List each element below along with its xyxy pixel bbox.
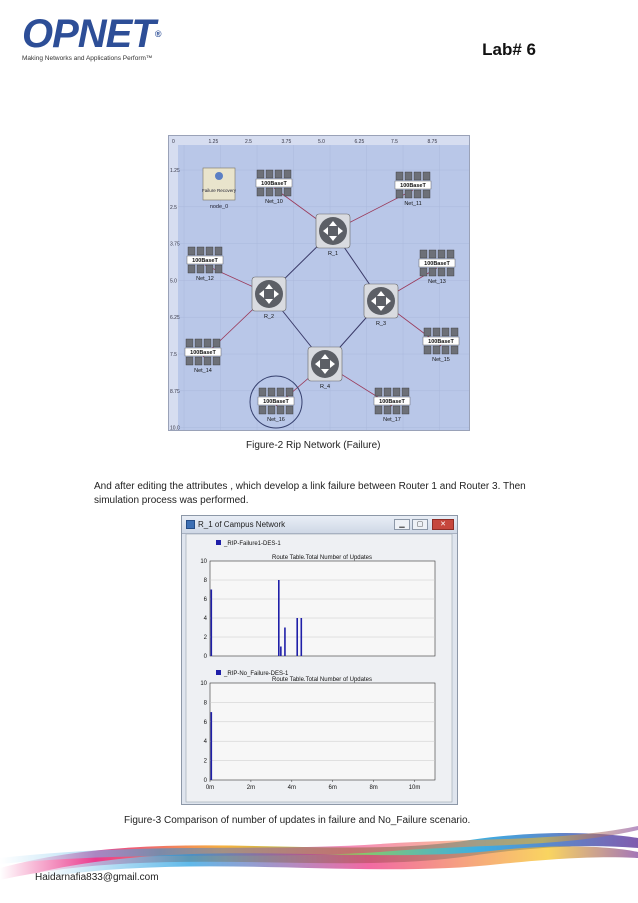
- lan-pc-bottom: [275, 188, 282, 196]
- network-figure: [168, 135, 470, 431]
- lan-pc-bottom: [402, 406, 409, 414]
- figure-2-caption: Figure-2 Rip Network (Failure): [246, 440, 381, 451]
- lan-pc-top: [275, 170, 282, 178]
- y-tick-label: 6: [203, 597, 207, 603]
- lab-label: Lab# 6: [482, 40, 536, 59]
- x-ruler-tick: 3.75: [281, 139, 292, 145]
- lan-pc-bottom: [204, 357, 211, 365]
- legend-swatch: [216, 670, 221, 675]
- y-tick-label: 0: [203, 654, 207, 660]
- lan-label: 100BaseT: [190, 350, 216, 356]
- node-0-icon: [215, 172, 223, 180]
- x-tick-label: 8m: [369, 785, 378, 791]
- x-ruler-tick: 8.75: [427, 139, 438, 145]
- y-tick-label: 0: [203, 778, 207, 784]
- lan-label: 100BaseT: [261, 181, 287, 187]
- lan-pc-bottom: [447, 268, 454, 276]
- net-label: Net_17: [383, 417, 401, 423]
- lan-pc-bottom: [284, 188, 291, 196]
- lan-label: 100BaseT: [192, 258, 218, 264]
- lan-pc-bottom: [268, 406, 275, 414]
- x-tick-label: 10m: [408, 785, 421, 791]
- lan-pc-bottom: [286, 406, 293, 414]
- lan-pc-bottom: [424, 346, 431, 354]
- lan-pc-top: [405, 172, 412, 180]
- maximize-button[interactable]: ▢: [412, 519, 428, 530]
- lan-pc-bottom: [215, 265, 222, 273]
- window-title: R_1 of Campus Network: [198, 520, 286, 529]
- lan-pc-bottom: [396, 190, 403, 198]
- x-tick-label: 0m: [205, 785, 215, 791]
- opnet-logo: [22, 14, 192, 64]
- lan-node: [256, 170, 292, 205]
- lan-pc-top: [195, 339, 202, 347]
- y-ruler-tick: 8.75: [170, 388, 180, 395]
- lan-pc-bottom: [414, 190, 421, 198]
- data-bar: [280, 647, 282, 657]
- y-tick-label: 2: [203, 758, 207, 765]
- x-ruler-tick: 7.5: [391, 139, 398, 145]
- net-label: Net_11: [404, 201, 422, 207]
- lan-pc-bottom: [442, 346, 449, 354]
- x-ruler-tick: 6.25: [354, 139, 365, 145]
- router-node: [364, 284, 398, 327]
- lan-pc-top: [423, 172, 430, 180]
- lan-pc-top: [442, 328, 449, 336]
- chart-title: Route Table.Total Number of Updates: [272, 555, 372, 561]
- window-titlebar: [182, 516, 457, 534]
- plot-area: [210, 683, 435, 780]
- lan-node: [187, 247, 223, 282]
- router-label: R_4: [319, 384, 331, 390]
- lan-pc-bottom: [451, 346, 458, 354]
- y-ruler-tick: 5.0: [170, 278, 177, 285]
- legend-label: _RIP-Failure1-DES-1: [224, 541, 281, 547]
- lan-pc-bottom: [423, 190, 430, 198]
- data-bar: [278, 580, 280, 656]
- lan-pc-top: [284, 170, 291, 178]
- legend-label: _RIP-No_Failure-DES-1: [224, 671, 289, 677]
- lan-pc-top: [414, 172, 421, 180]
- y-tick-label: 4: [203, 739, 207, 746]
- data-bar: [301, 618, 303, 656]
- lan-pc-top: [420, 250, 427, 258]
- lan-pc-top: [268, 388, 275, 396]
- lan-pc-bottom: [195, 357, 202, 365]
- lan-pc-bottom: [433, 346, 440, 354]
- lan-pc-bottom: [384, 406, 391, 414]
- lan-pc-top: [384, 388, 391, 396]
- logo-tagline: Making Networks and Applications Perform™: [22, 55, 153, 62]
- lan-pc-top: [433, 328, 440, 336]
- lan-pc-top: [424, 328, 431, 336]
- lan-label: 100BaseT: [428, 339, 454, 345]
- lan-pc-bottom: [429, 268, 436, 276]
- data-bar: [211, 590, 213, 657]
- lan-node: [419, 250, 455, 285]
- lan-pc-bottom: [206, 265, 213, 273]
- x-tick-label: 4m: [287, 785, 296, 791]
- lan-pc-bottom: [266, 188, 273, 196]
- lan-pc-top: [213, 339, 220, 347]
- network-diagram: [169, 136, 470, 431]
- y-tick-label: 8: [203, 700, 207, 707]
- logo-registered: ®: [154, 29, 161, 39]
- y-ruler-tick: 7.5: [170, 352, 177, 358]
- lan-pc-top: [186, 339, 193, 347]
- minimize-button[interactable]: ▁: [394, 519, 410, 530]
- lan-pc-top: [375, 388, 382, 396]
- net-label: Net_16: [267, 417, 285, 423]
- node-0-text: Failure Recovery: [201, 188, 237, 193]
- lan-pc-bottom: [188, 265, 195, 273]
- plot-area: [210, 561, 435, 656]
- body-paragraph: And after editing the attributes , which develop a link failure between Router 1 and Router 3. Then simulation process was performed.: [94, 481, 526, 506]
- figure-3-caption: Figure-3 Comparison of number of updates in failure and No_Failure scenario.: [124, 815, 471, 826]
- data-bar: [296, 618, 298, 656]
- lan-pc-top: [215, 247, 222, 255]
- y-ruler-tick: 1.25: [170, 168, 180, 174]
- lan-label: 100BaseT: [400, 183, 426, 189]
- data-bar: [211, 712, 213, 780]
- lan-pc-top: [396, 172, 403, 180]
- lan-node: [395, 172, 431, 207]
- y-tick-label: 10: [200, 681, 207, 687]
- lan-pc-top: [257, 170, 264, 178]
- lan-pc-top: [197, 247, 204, 255]
- router-label: R_3: [375, 321, 387, 327]
- lan-pc-bottom: [213, 357, 220, 365]
- net-label: Net_10: [265, 199, 283, 205]
- router-node: [316, 214, 350, 257]
- x-tick-label: 6m: [328, 785, 337, 791]
- x-ruler-tick: 1.25: [208, 139, 219, 145]
- chart-title: Route Table.Total Number of Updates: [272, 677, 372, 683]
- lan-label: 100BaseT: [379, 399, 405, 405]
- lan-label: 100BaseT: [263, 399, 289, 405]
- lan-pc-top: [451, 328, 458, 336]
- y-tick-label: 10: [200, 559, 207, 565]
- router-label: R_2: [263, 314, 275, 320]
- x-tick-label: 2m: [246, 785, 256, 791]
- net-label: Net_13: [428, 279, 446, 285]
- lan-pc-bottom: [186, 357, 193, 365]
- lan-pc-bottom: [277, 406, 284, 414]
- lan-pc-bottom: [375, 406, 382, 414]
- y-ruler-tick: 10.0: [170, 425, 180, 432]
- lan-pc-bottom: [393, 406, 400, 414]
- y-ruler-tick: 6.25: [170, 315, 180, 322]
- lan-pc-bottom: [405, 190, 412, 198]
- lan-pc-top: [438, 250, 445, 258]
- router-node: [308, 347, 342, 390]
- lan-pc-top: [277, 388, 284, 396]
- lan-pc-top: [266, 170, 273, 178]
- lan-pc-bottom: [257, 188, 264, 196]
- node-0-label: node_0: [209, 204, 229, 210]
- lan-pc-bottom: [420, 268, 427, 276]
- author-email: Haidarnafia833@gmail.com: [35, 872, 159, 883]
- close-button[interactable]: ✕: [432, 519, 454, 530]
- updates-chart: [182, 534, 457, 804]
- lan-pc-top: [204, 339, 211, 347]
- lan-pc-top: [447, 250, 454, 258]
- lan-pc-bottom: [197, 265, 204, 273]
- y-tick-label: 8: [203, 578, 207, 584]
- lan-pc-bottom: [259, 406, 266, 414]
- y-tick-label: 4: [203, 616, 207, 622]
- lan-label: 100BaseT: [424, 261, 450, 267]
- net-label: Net_14: [194, 368, 212, 374]
- window-app-icon: [186, 520, 195, 529]
- x-ruler-tick: 2.5: [245, 139, 252, 145]
- lan-pc-bottom: [438, 268, 445, 276]
- y-tick-label: 6: [203, 719, 207, 726]
- result-window: [181, 515, 458, 805]
- lan-pc-top: [429, 250, 436, 258]
- net-label: Net_15: [432, 357, 450, 363]
- lan-pc-top: [393, 388, 400, 396]
- lan-pc-top: [286, 388, 293, 396]
- x-ruler-tick: 5.0: [318, 139, 325, 145]
- lan-node: [374, 388, 410, 423]
- y-ruler-tick: 2.5: [170, 204, 177, 211]
- y-tick-label: 2: [203, 635, 207, 641]
- x-ruler-tick: 0: [172, 139, 175, 145]
- node-0: [202, 168, 237, 210]
- lan-pc-top: [402, 388, 409, 396]
- data-bar: [284, 628, 286, 657]
- logo-text: OPNET: [22, 12, 155, 56]
- net-label: Net_12: [196, 276, 214, 282]
- lan-pc-top: [206, 247, 213, 255]
- router-label: R_1: [327, 251, 339, 257]
- y-ruler-tick: 3.75: [170, 241, 180, 248]
- lan-pc-top: [259, 388, 266, 396]
- legend-swatch: [216, 540, 221, 545]
- lan-pc-top: [188, 247, 195, 255]
